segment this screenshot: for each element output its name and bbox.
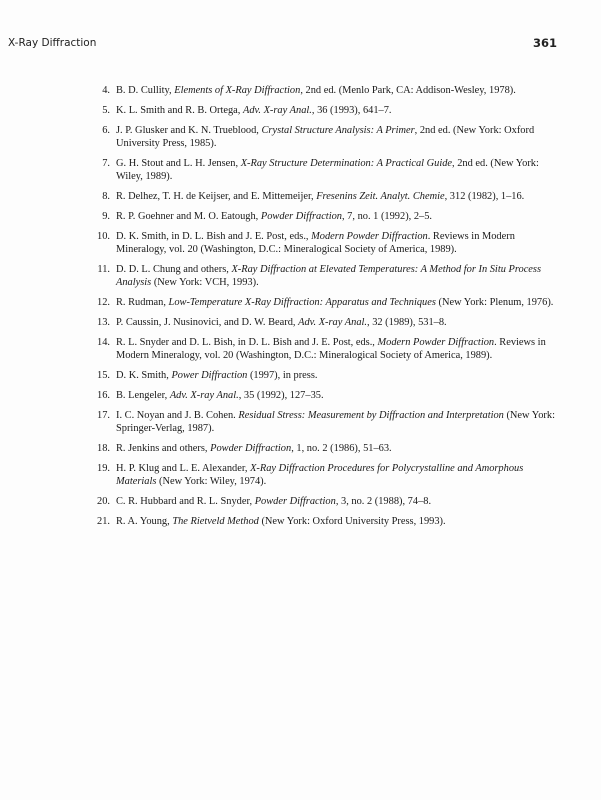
running-header bbox=[8, 37, 557, 55]
reference-text: R. P. Goehner and M. O. Eatough, Powder Diffraction, 7, no. 1 (1992), 2–5. bbox=[116, 211, 433, 222]
reference-text: D. K. Smith, in D. L. Bish and J. E. Post, eds., Modern Powder Diffraction. Reviews in Modern Mineralogy, vol. 20 (Washington, D.C.: Mineralogical Society of America, 1989). bbox=[116, 231, 515, 255]
reference-text: K. L. Smith and R. B. Ortega, Adv. X-ray Anal., 36 (1993), 641–7. bbox=[116, 105, 392, 116]
reference-number: 9. bbox=[102, 211, 110, 222]
reference-number: 5. bbox=[102, 105, 110, 116]
reference-number: 11. bbox=[97, 264, 110, 275]
reference-text: C. R. Hubbard and R. L. Snyder, Powder Diffraction, 3, no. 2 (1988), 74–8. bbox=[116, 496, 432, 507]
reference-number: 18. bbox=[97, 443, 110, 454]
reference-item bbox=[92, 495, 557, 508]
reference-text: R. Delhez, T. H. de Keijser, and E. Mittemeijer, Fresenins Zeit. Analyt. Chemie, 312 (1982), 1–16. bbox=[116, 191, 525, 202]
reference-item bbox=[92, 442, 557, 455]
reference-text: G. H. Stout and L. H. Jensen, X-Ray Structure Determination: A Practical Guide, 2nd ed. (New York: Wiley, 1989). bbox=[116, 158, 539, 182]
reference-text: J. P. Glusker and K. N. Trueblood, Crystal Structure Analysis: A Primer, 2nd ed. (New York: Oxford University Press, 1985). bbox=[116, 125, 535, 149]
reference-item bbox=[92, 336, 557, 362]
reference-item bbox=[92, 316, 557, 329]
reference-text: P. Caussin, J. Nusinovici, and D. W. Beard, Adv. X-ray Anal., 32 (1989), 531–8. bbox=[116, 317, 447, 328]
reference-number: 4. bbox=[102, 85, 110, 96]
reference-item bbox=[92, 157, 557, 183]
reference-item bbox=[92, 515, 557, 528]
reference-number: 17. bbox=[97, 410, 110, 421]
running-header-title: X-Ray Diffraction bbox=[8, 37, 97, 49]
reference-item bbox=[92, 369, 557, 382]
reference-text: B. D. Cullity, Elements of X-Ray Diffraction, 2nd ed. (Menlo Park, CA: Addison-Wesley, 1978). bbox=[116, 85, 516, 96]
page-number: 361 bbox=[532, 36, 557, 50]
reference-item bbox=[92, 124, 557, 150]
reference-text: R. Jenkins and others, Powder Diffraction, 1, no. 2 (1986), 51–63. bbox=[116, 443, 392, 454]
reference-text: R. Rudman, Low-Temperature X-Ray Diffraction: Apparatus and Techniques (New York: Plenum, 1976). bbox=[116, 297, 554, 308]
reference-item bbox=[92, 190, 557, 203]
reference-text: R. A. Young, The Rietveld Method (New York: Oxford University Press, 1993). bbox=[116, 516, 446, 527]
reference-item bbox=[92, 462, 557, 488]
reference-number: 10. bbox=[97, 231, 110, 242]
reference-number: 8. bbox=[102, 191, 110, 202]
reference-number: 14. bbox=[97, 337, 110, 348]
reference-text: D. K. Smith, Power Diffraction (1997), in press. bbox=[116, 370, 318, 381]
reference-item bbox=[92, 210, 557, 223]
reference-number: 6. bbox=[102, 125, 110, 136]
reference-item bbox=[92, 389, 557, 402]
reference-number: 12. bbox=[97, 297, 110, 308]
reference-number: 21. bbox=[97, 516, 110, 527]
reference-number: 7. bbox=[102, 158, 110, 169]
reference-text: I. C. Noyan and J. B. Cohen. Residual Stress: Measurement by Diffraction and Interpretation (New York: Springer-Verlag, 1987). bbox=[116, 410, 555, 434]
reference-item bbox=[92, 296, 557, 309]
reference-item bbox=[92, 104, 557, 117]
reference-text: H. P. Klug and L. E. Alexander, X-Ray Diffraction Procedures for Polycrystalline and Amorphous Materials (New York: Wiley, 1974). bbox=[116, 463, 524, 487]
reference-text: B. Lengeler, Adv. X-ray Anal., 35 (1992), 127–35. bbox=[116, 390, 324, 401]
reference-number: 16. bbox=[97, 390, 110, 401]
reference-item bbox=[92, 230, 557, 256]
reference-number: 20. bbox=[97, 496, 110, 507]
reference-number: 15. bbox=[97, 370, 110, 381]
reference-item bbox=[92, 84, 557, 97]
reference-list bbox=[92, 84, 557, 535]
reference-item bbox=[92, 263, 557, 289]
reference-number: 19. bbox=[97, 463, 110, 474]
reference-item bbox=[92, 409, 557, 435]
reference-text: D. D. L. Chung and others, X-Ray Diffraction at Elevated Temperatures: A Method for In Situ Process Analysis (New York: VCH, 1993). bbox=[116, 264, 542, 288]
reference-number: 13. bbox=[97, 317, 110, 328]
reference-text: R. L. Snyder and D. L. Bish, in D. L. Bish and J. E. Post, eds., Modern Powder Diffraction. Reviews in Modern Mineralogy, vol. 20 (Washington, D.C.: Mineralogical Society of America, 1989). bbox=[116, 337, 546, 361]
